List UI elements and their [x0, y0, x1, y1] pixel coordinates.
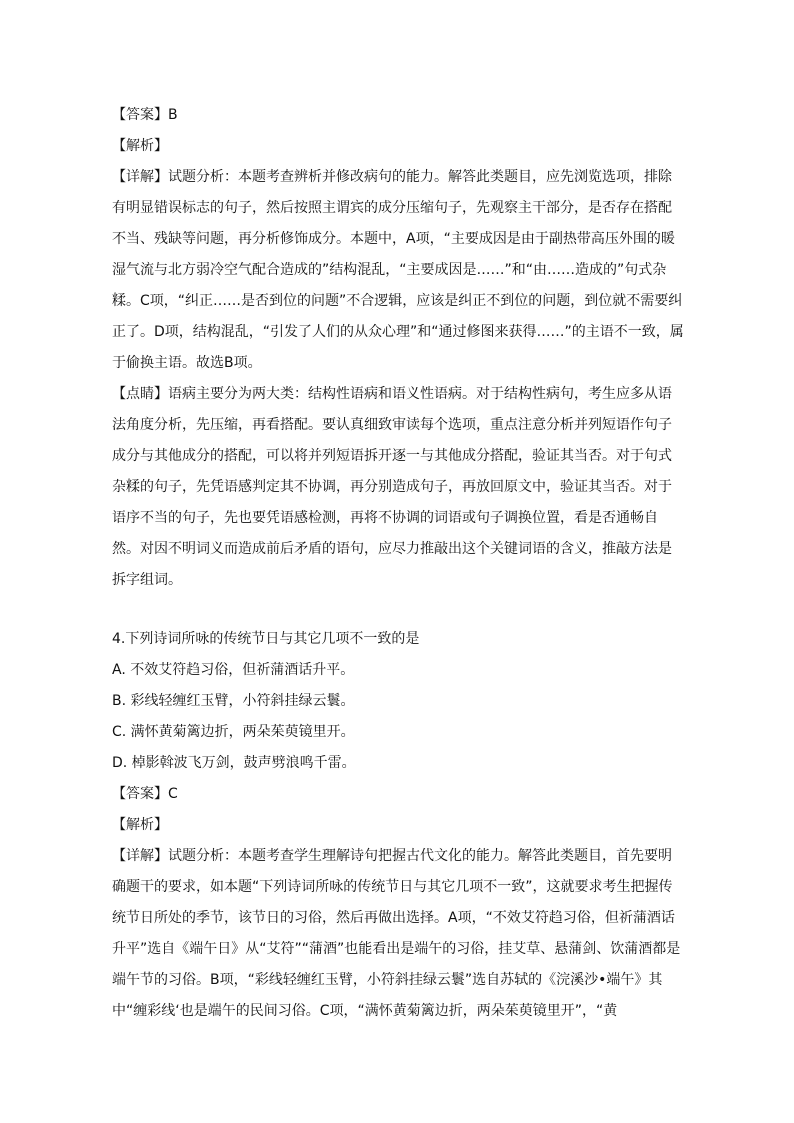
- option-d: D. 棹影斡波飞万剑，鼓声劈浪鸣千雷。: [112, 755, 356, 771]
- question-title: 4.下列诗词所咏的传统节日与其它几项不一致的是: [112, 631, 420, 647]
- document-page: [112, 100, 684, 1027]
- points-paragraph: 【点睛】语病主要分为两大类：结构性语病和语义性语病。对于结构性病句，考生应多从语法角度分析，先压缩，再看搭配。要认真细致审读每个选项，重点注意分析并列短语作句子成分与其他成分的搭配，可以将并列短语拆开逐一与其他成分搭配，验证其当否。对于句式杂糅的句子，先凭语感判定其不协调，再分别造成句子，再放回原文中，验证其当否。对于语序不当的句子，先也要凭语感检测，再将不协调的词语或句子调换位置，看是否通畅自然。对因不明词义而造成前后矛盾的语句，应尽力推敲出这个关键词语的含义，推敲方法是拆字组词。: [112, 386, 672, 588]
- option-c: C. 满怀黄菊篱边折，两朵茱萸镜里开。: [112, 724, 355, 740]
- option-b: B. 彩线轻缠红玉臂，小符斜挂绿云鬟。: [112, 693, 355, 709]
- detail-paragraph: 【详解】试题分析：本题考查辨析并修改病句的能力。解答此类题目，应先浏览选项，排除有明显错误标志的句子，然后按照主谓宾的成分压缩句子，先观察主干部分，是否存在搭配不当、残缺等问题，再分析修饰成分。本题中，A项，“主要成因是由于副热带高压外围的暖湿气流与北方弱冷空气配合造成的”结构混乱，“主要成因是……”和“由……造成的”句式杂糅。C项，“纠正……是否到位的问题”不合逻辑，应该是纠正不到位的问题，到位就不需要纠正了。D项，结构混乱，“引发了人们的从众心理”和“通过修图来获得……”的主语不一致，属于偷换主语。故选B项。: [112, 169, 684, 371]
- section-gap: [112, 596, 684, 624]
- analysis-label: 【解析】: [112, 138, 168, 154]
- analysis-label: 【解析】: [112, 817, 168, 833]
- option-a: A. 不效艾符趋习俗，但祈蒲酒话升平。: [112, 662, 355, 678]
- answer-label: 【答案】C: [112, 786, 178, 802]
- answer-label: 【答案】B: [112, 107, 178, 123]
- detail-paragraph: 【详解】试题分析：本题考查学生理解诗句把握古代文化的能力。解答此类题目，首先要明确题干的要求，如本题“下列诗词所咏的传统节日与其它几项不一致”，这就要求考生把握传统节日所处的季节，该节日的习俗，然后再做出选择。A项，“不效艾符趋习俗，但祈蒲酒话升平”选自《端午日》从“艾符”“蒲酒”也能看出是端午的习俗，挂艾草、悬蒲剑、饮蒲酒都是端午节的习俗。B项，“彩线轻缠红玉臂，小符斜挂绿云鬟”选自苏轼的《浣溪沙•端午》其中“缠彩线‘也是端午的民间习俗。C项，“满怀黄菊篱边折，两朵茱萸镜里开”，“黄: [112, 848, 681, 1019]
